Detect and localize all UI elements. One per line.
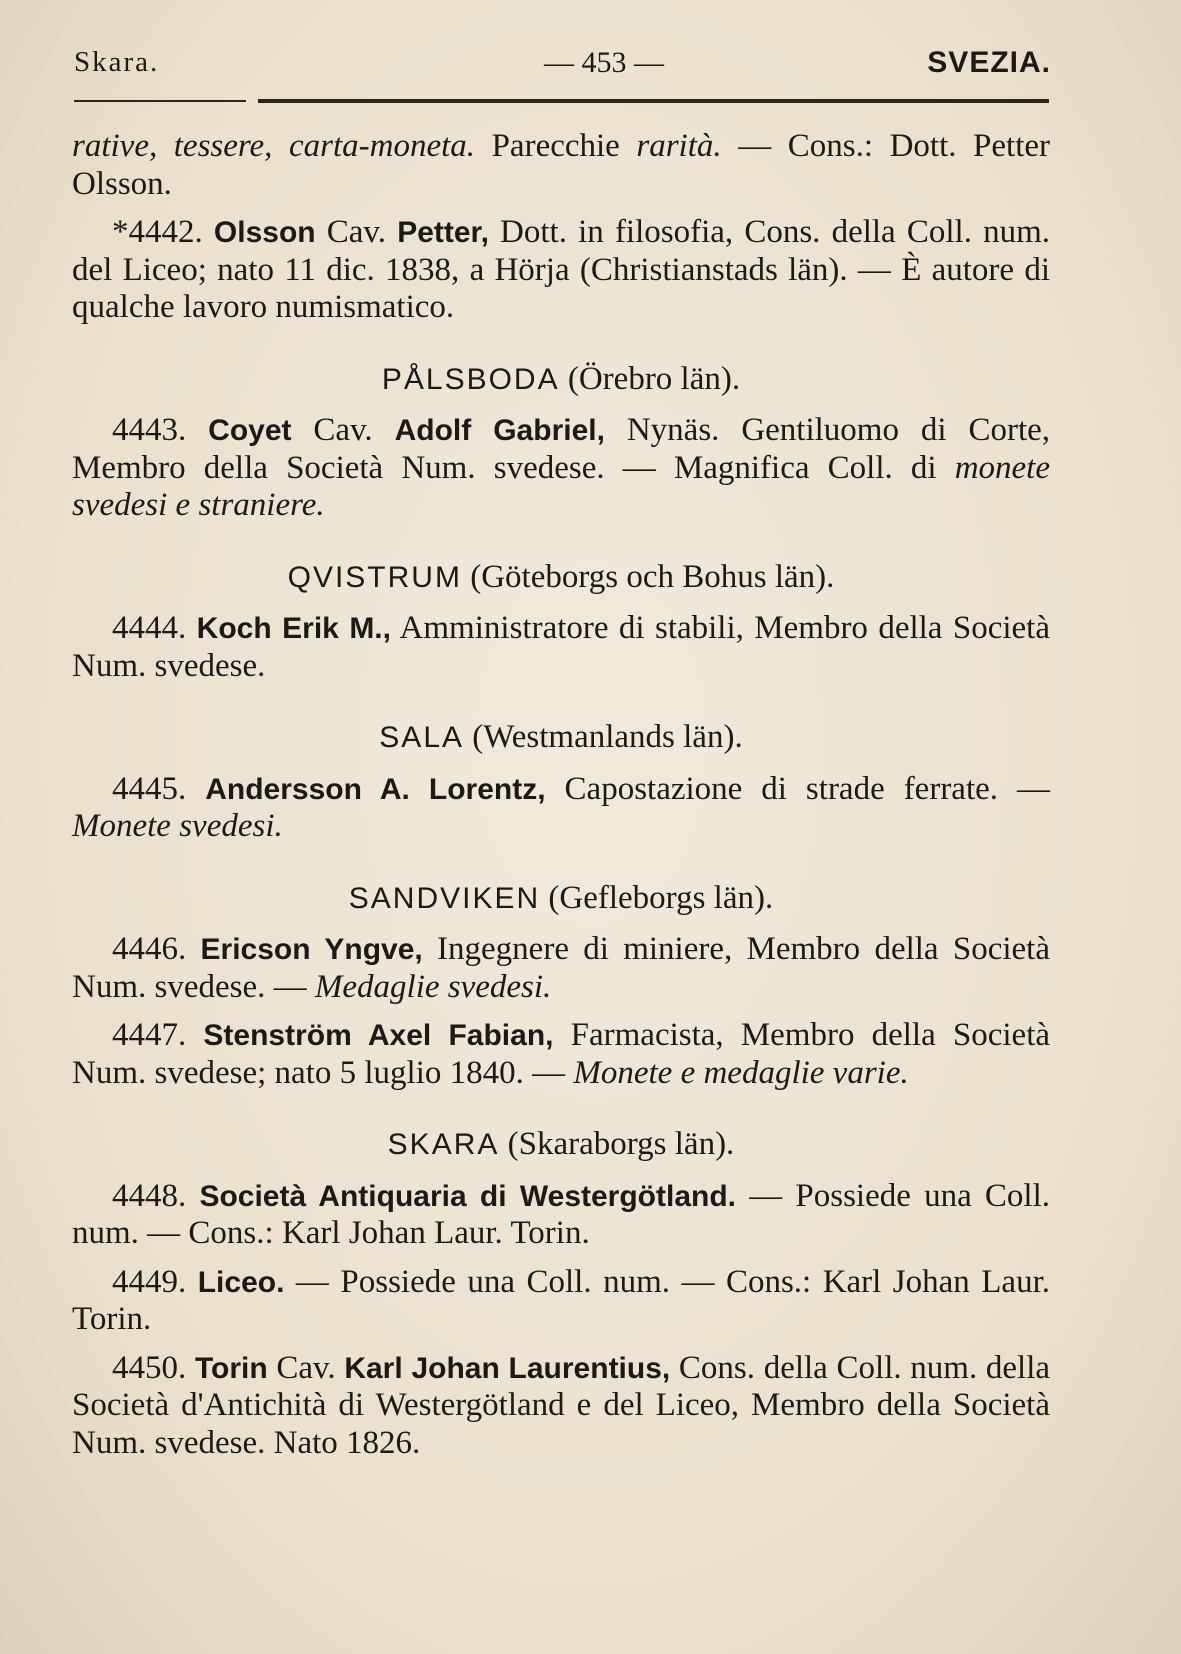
entry-text: Cav. <box>315 214 398 250</box>
entry-text: Capostazione di strade ferrate. — <box>545 770 1050 807</box>
place-heading-sala <box>72 719 1050 757</box>
entry-number: 4450. <box>112 1349 187 1386</box>
entry-name: Andersson A. Lorentz, <box>205 772 546 806</box>
intro-text-2: — Cons.: Dott. Petter Olsson. <box>72 128 1050 202</box>
place-heading-palsboda <box>72 361 1050 399</box>
place-region: (Göteborgs och Bohus län). <box>470 558 835 595</box>
entry-text: — Possiede una Coll. num. — Cons.: Karl Johan Laur. Torin. <box>72 1263 1050 1337</box>
entry-4444 <box>72 610 1050 685</box>
place-name: SKARA <box>387 1128 500 1161</box>
intro-italic-1: rative, tessere, carta-moneta. <box>72 128 476 164</box>
entry-italic: Monete e medaglie varie. <box>573 1054 909 1091</box>
place-heading-sandviken <box>72 880 1050 918</box>
entry-number: 4446. <box>112 931 187 967</box>
entry-text: Cav. <box>291 412 395 448</box>
entry-number: 4445. <box>112 770 187 807</box>
entry-name: Liceo. <box>197 1265 285 1299</box>
entry-text: — Possiede una Coll. num. — Cons.: Karl Johan Laur. Torin. <box>72 1177 1050 1251</box>
header-right: SVEZIA. <box>927 46 1051 79</box>
place-name: QVISTRUM <box>287 560 462 594</box>
entry-text: Cons. della Coll. num. della Società d'Antichità di Westergötland e del Liceo, Membro della Società Num. svedese. Nato 1826. <box>72 1349 1051 1461</box>
entry-number: 4449. <box>112 1263 187 1300</box>
place-region: (Westmanlands län). <box>472 719 743 755</box>
entry-4449 <box>72 1264 1050 1339</box>
entry-name: Coyet <box>208 414 292 447</box>
place-name: SANDVIKEN <box>348 881 541 915</box>
place-heading-qvistrum <box>72 559 1050 597</box>
entry-4446 <box>72 931 1050 1006</box>
entry-italic: Monete svedesi. <box>72 808 283 844</box>
running-header <box>74 38 1051 88</box>
entry-name: Petter, <box>397 216 489 249</box>
entry-text: Ingegnere di miniere, Membro della Società Num. svedese. — <box>72 931 1050 1005</box>
entry-name: Società Antiquaria di Westergötland. <box>199 1179 736 1213</box>
place-region: (Skaraborgs län). <box>507 1126 735 1162</box>
entry-number: 4444. <box>112 610 187 646</box>
entry-text: Amministratore di stabili, Membro della Società Num. svedese. <box>72 610 1050 684</box>
place-region: (Gefleborgs län). <box>548 879 774 916</box>
place-name: PÅLSBODA <box>381 362 560 396</box>
entry-number: 4443. <box>112 412 187 448</box>
entry-text: Dott. in filosofia, Cons. della Coll. num. del Liceo; nato 11 dic. 1838, a Hörja (Christianstads län). — È autore di qualche lavoro numismatico. <box>72 214 1051 325</box>
place-heading-skara <box>72 1126 1050 1164</box>
entry-4445 <box>72 771 1050 846</box>
entry-4443 <box>72 412 1050 525</box>
header-rule-right <box>258 99 1049 103</box>
entry-4450 <box>72 1350 1050 1463</box>
entry-name: Ericson Yngve, <box>200 933 423 966</box>
intro-italic-2: rarità. <box>636 128 722 164</box>
header-left: Skara. <box>74 46 160 78</box>
body-text <box>72 128 1050 1462</box>
entry-name: Olsson <box>213 216 316 249</box>
entry-number: 4448. <box>112 1177 187 1214</box>
entry-name: Torin <box>194 1351 268 1385</box>
entry-text: Nynäs. Gentiluomo di Corte, Membro della Società Num. svedese. — Magnifica Coll. di <box>72 412 1051 486</box>
header-rule-left <box>74 100 246 102</box>
entry-4442 <box>72 214 1050 327</box>
entry-4448 <box>72 1178 1050 1253</box>
entry-name: Stenström Axel Fabian, <box>203 1019 554 1052</box>
entry-italic: monete svedesi e straniere. <box>72 449 1050 523</box>
entry-name: Adolf Gabriel, <box>394 414 605 447</box>
entry-number: *4442. <box>112 214 203 250</box>
page-number: — 453 — <box>544 46 664 79</box>
entry-text: Farmacista, Membro della Società Num. svedese; nato 5 luglio 1840. — <box>72 1017 1051 1091</box>
entry-name: Karl Johan Laurentius, <box>344 1351 671 1385</box>
entry-4447 <box>72 1017 1050 1092</box>
place-name: SALA <box>379 721 465 754</box>
place-region: (Örebro län). <box>567 360 741 397</box>
intro-text-1: Parecchie <box>475 128 637 164</box>
entry-number: 4447. <box>112 1017 187 1053</box>
entry-text: Cav. <box>267 1349 345 1386</box>
entry-italic: Medaglie svedesi. <box>314 968 552 1005</box>
continuation-paragraph <box>72 128 1050 203</box>
entry-name: Koch Erik M., <box>196 612 391 645</box>
